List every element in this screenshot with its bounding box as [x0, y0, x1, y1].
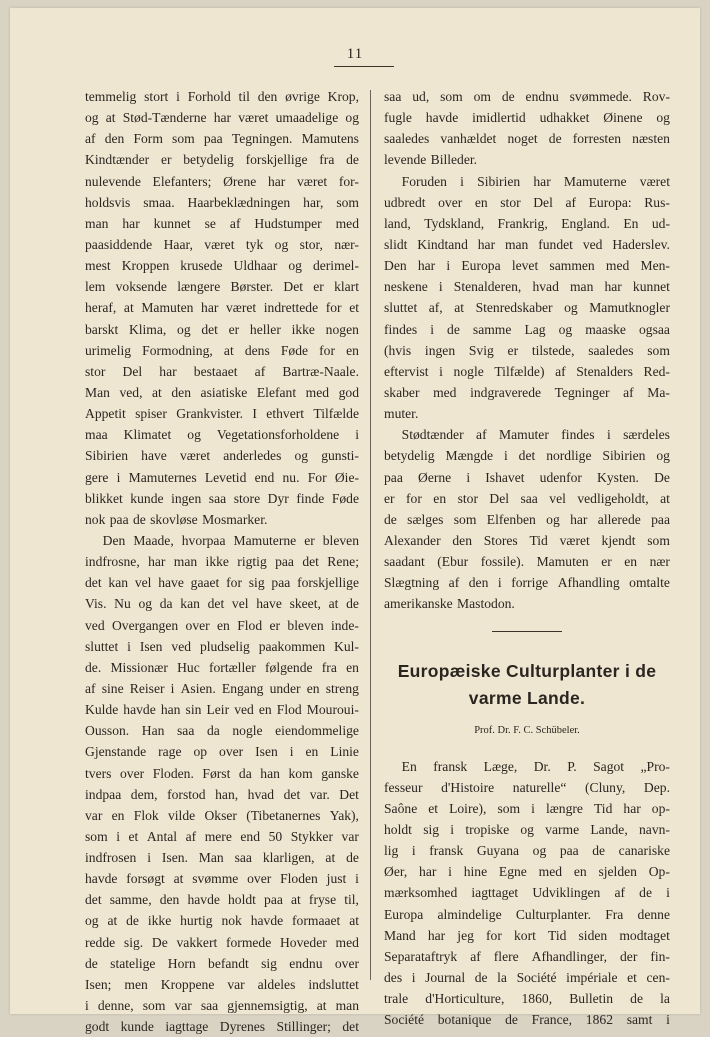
text-line: (hvis ingen Svig er tilstede, saaledes som — [384, 342, 670, 358]
text-line: paasiddende Haar, været tyk og stor, nær- — [85, 236, 359, 252]
text-line: gere i Mamuternes Levetid end nu. For Øie- — [85, 469, 359, 485]
text-line: Gjenstande rage op over Isen i en Linie — [85, 744, 359, 760]
text-line: mest Kroppen krusede Uldhaar og derimel- — [85, 258, 359, 274]
text-line: barskt Klima, og det er heller ikke nogen — [85, 321, 359, 337]
left-column — [85, 86, 359, 1037]
text-line: Appetit spiser Grankvister. I ethvert Tilfælde — [85, 406, 359, 422]
text-line: Sibirien have været anderledes og gunsti- — [85, 448, 359, 464]
text-line: Europa almindelige Culturplanter. Fra denne — [384, 906, 670, 922]
text-line: skaber med indgraverede Tegninger af Ma- — [384, 384, 670, 400]
author-byline: Prof. Dr. F. C. Schübeler. — [474, 724, 580, 736]
text-line: saa ud, som om de endnu svømmede. Rov- — [384, 89, 670, 104]
text-line: godt kunde iagttage Dyrenes Stillinger; det — [85, 1019, 359, 1035]
text-line: amerikanske Mastodon. — [384, 596, 515, 612]
text-line: redde sig. De vakkert formede Hoveder med — [85, 934, 359, 950]
text-line: saaledes vanhældet noget de forresten næsten — [384, 131, 670, 147]
section-title: varme Lande. — [468, 687, 586, 708]
text-line: Stødtænder af Mamuter findes i særdeles — [401, 427, 670, 443]
text-line: som i et Antal af mere end 50 Stykker var — [85, 828, 359, 844]
text-line: havde forsøgt at svømme over Floden just i — [85, 871, 359, 887]
column-divider — [370, 90, 371, 980]
text-line: i denne, som var saa gjennemsigtig, at man — [85, 998, 359, 1014]
text-line: sluttet af, at Stenredskaber og Mamutknogler — [384, 300, 670, 316]
text-line: Separataftryk af flere Afhandlinger, der fin- — [384, 948, 670, 964]
text-line: Foruden i Sibirien har Mamuterne været — [401, 173, 670, 189]
text-line: heraf, at Mamuten har været indrettede for et — [85, 300, 359, 316]
text-line: Slægtning af den i forrige Afhandling omtalte — [384, 575, 670, 591]
text-line: var en Flok vilde Okser (Tibetanernes Yak), — [85, 807, 359, 823]
text-line: Ousson. Han saa da nogle eiendommelige — [85, 723, 359, 739]
text-line: En fransk Læge, Dr. P. Sagot „Pro- — [401, 758, 670, 774]
text-line: de sælges som Elfenben og har allerede paa — [384, 511, 670, 527]
text-line: temmelig stort i Forhold til den øvrige Krop, — [85, 89, 359, 104]
text-line: betydelig Mængde i det nordlige Sibirien og — [384, 448, 670, 464]
text-line: ved Overgangen over en Flod er bleven inde- — [85, 617, 359, 633]
text-line: de. Missionær Huc fortæller følgende fra en — [85, 659, 359, 675]
text-line: muter. — [384, 406, 419, 422]
text-line: Den Maade, hvorpaa Mamuterne er bleven — [102, 532, 359, 548]
section-divider — [492, 631, 562, 632]
text-line: Société botanique de France, 1862 samt i — [384, 1012, 670, 1028]
text-line: lem voksende længere Børster. Det er klart — [85, 279, 359, 295]
text-line: indfrosne, har man ikke rigtig paa det Rene; — [85, 554, 359, 570]
text-line: eftervist i nogle Tilfælde) af Stenalders Red- — [384, 363, 670, 379]
text-line: slidt Kindtand har man fundet ved Haderslev. — [384, 236, 670, 252]
text-line: Saône et Loire), som i længre Tid har op- — [384, 800, 670, 816]
text-line: saadant (Ebur fossile). Mamuten er en nær — [384, 554, 670, 570]
text-line: man har kunnet se af Hudstumper med — [85, 215, 359, 231]
text-line: indpaa dem, forstod han, hvad det var. Det — [85, 786, 359, 802]
text-line: udbredt over en stor Del af Europa: Rus- — [384, 194, 670, 210]
text-line: Øer, har i hine Egne med en sjelden Op- — [384, 864, 670, 880]
text-line: findes i de samme Lag og maaske ogsaa — [384, 321, 670, 337]
text-line: Man ved, at den asiatiske Elefant med god — [85, 384, 359, 400]
text-line: neskene i Stenalderen, hvad man har kunnet — [384, 279, 670, 295]
text-line: de statelige Horn befandt sig endnu over — [85, 955, 359, 971]
page-number: 11 — [346, 46, 364, 62]
text-line: paa Øerne i Ishavet udenfor Kysten. De — [384, 469, 670, 485]
text-line: maa Klimatet og Vegetationsforholdene i — [85, 427, 359, 443]
text-line: blikket kunde ingen saa store Dyr finde Føde — [85, 490, 359, 506]
header-rule — [334, 66, 394, 67]
text-line: trale d'Horticulture, 1860, Bulletin de la — [384, 991, 670, 1007]
text-line: Mand har jeg for kort Tid siden modtaget — [384, 927, 670, 943]
text-line: land, Tydskland, Frankrig, England. En ud- — [384, 215, 670, 231]
text-line: er for en stor Del saa vel vedligeholdt, at — [384, 490, 670, 506]
text-line: Kulde havde han sin Leir ved en Flod Mouroui- — [85, 702, 359, 718]
text-line: Alexander den Stores Tid været kjendt som — [384, 532, 670, 548]
text-line: nok paa de skovløse Mosmarker. — [85, 511, 268, 527]
text-line: sluttet i Isen ved pludselig paakommen Kul- — [85, 638, 359, 654]
text-line: des i Journal de la Société impériale et cen- — [384, 969, 670, 985]
right-column — [384, 86, 670, 1030]
text-line: Den har i Europa levet sammen med Men- — [384, 258, 670, 274]
text-line: urimelig Formodning, at dens Føde for en — [85, 342, 359, 358]
text-line: af sine Reiser i Asien. Engang under en streng — [85, 680, 359, 696]
text-line: og at Stød-Tænderne har været umaadelige og — [85, 110, 359, 126]
text-line: det kan vel have gaaet for sig paa forskjellige — [85, 575, 359, 591]
text-line: det samme, den havde holdt paa at fryse til, — [85, 892, 359, 908]
text-line: Kindtænder er betydelig forskjellige fra de — [85, 152, 359, 168]
section-title: Europæiske Culturplanter i de — [397, 660, 657, 681]
text-line: fesseur d'Histoire naturelle“ (Cluny, Dep. — [384, 779, 670, 795]
text-line: holdsvis smaa. Haarbeklædningen har, som — [85, 194, 359, 210]
text-line: holdt sig i tropiske og varme Lande, navn- — [384, 821, 670, 837]
text-line: og at de ikke hurtig nok havde formaaet at — [85, 913, 359, 929]
text-line: mærksomhed iagttaget Udviklingen af de i — [384, 885, 670, 901]
book-page — [10, 8, 700, 1035]
text-line: tvers over Floden. Først da han kom ganske — [85, 765, 359, 781]
text-line: nulevende Elefanters; Ørene har været for- — [85, 173, 359, 189]
text-line: Vis. Nu og da kan det vel have skeet, at de — [85, 596, 359, 612]
text-line: lig i fransk Guyana og paa de canariske — [384, 843, 670, 859]
text-line: af den Form som paa Tegningen. Mamutens — [85, 131, 359, 147]
text-line: stor Del har bestaaet af Bartræ-Naale. — [85, 363, 359, 379]
text-line: levende Billeder. — [384, 152, 478, 168]
text-line: indfrosen i Isen. Man saa klarligen, at de — [85, 850, 359, 866]
text-line: fugle havde imidlertid udhakket Øinene og — [384, 110, 670, 126]
text-line: Isen; men Kroppene var aldeles indsluttet — [85, 976, 359, 992]
